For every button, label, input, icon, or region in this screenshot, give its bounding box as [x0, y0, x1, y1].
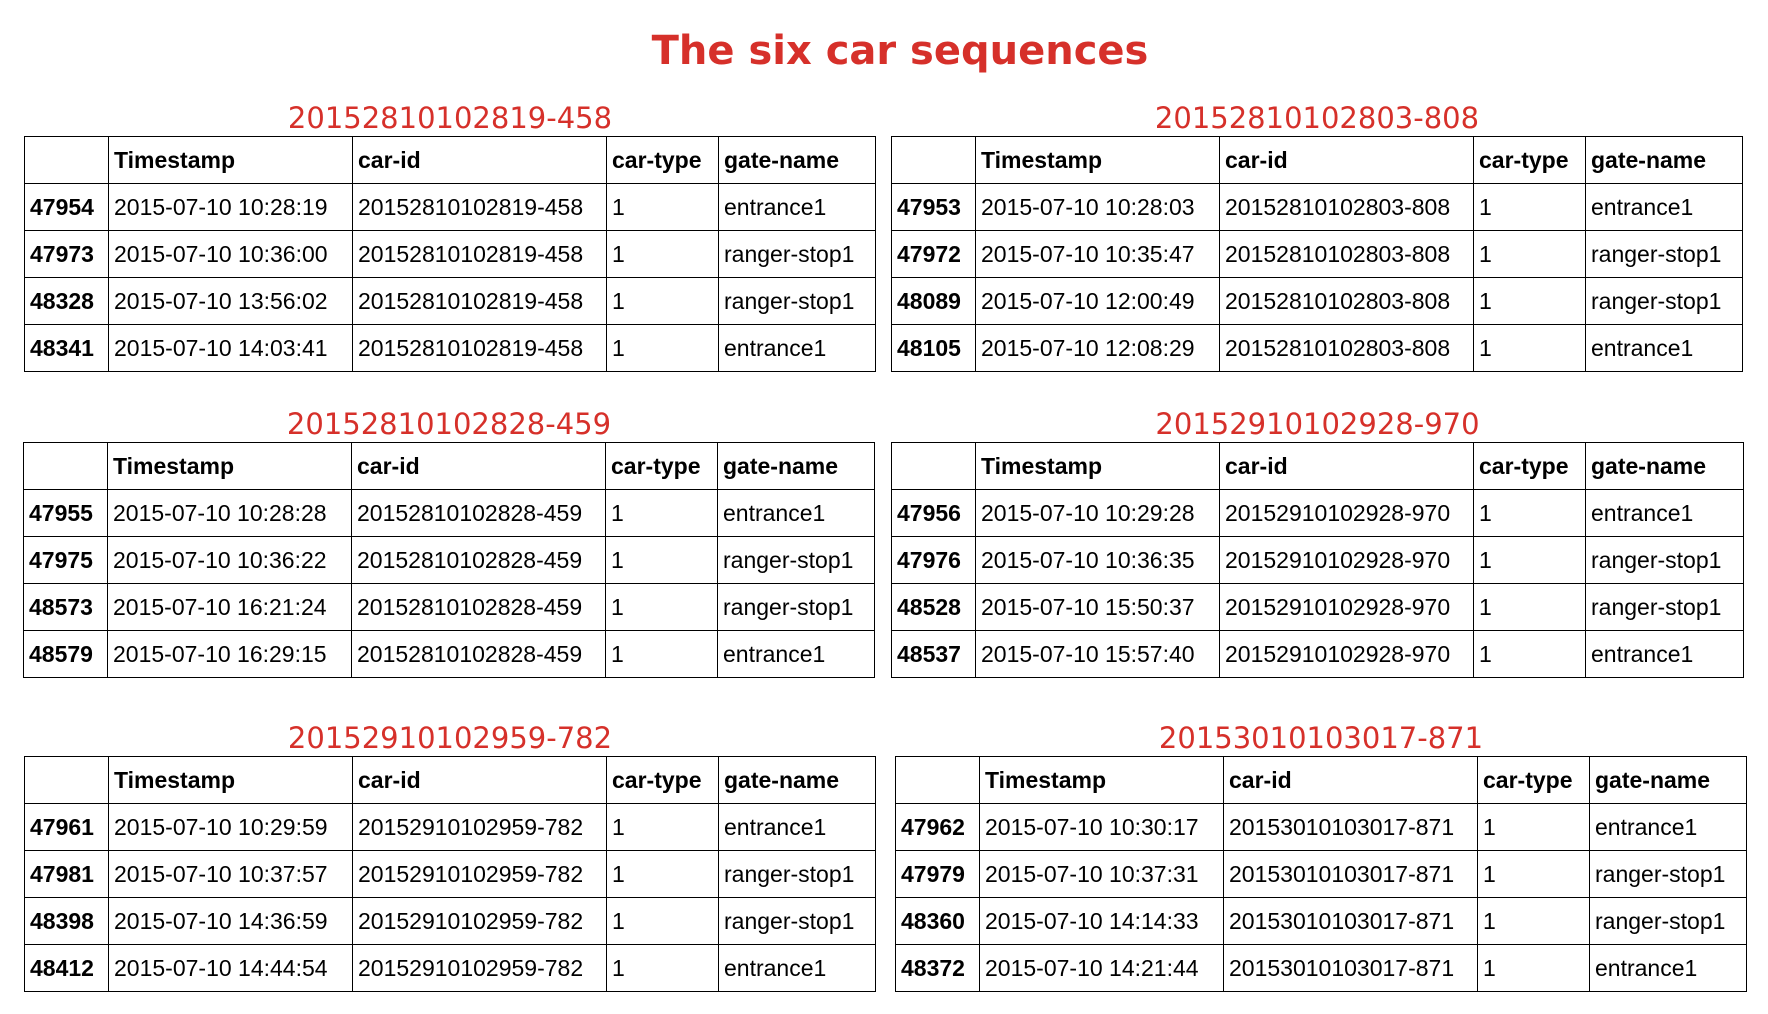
table-caption: 20152910102928-970 [1155, 407, 1480, 441]
table-cell: 2015-07-10 14:14:33 [980, 898, 1224, 945]
car-sequence-block [24, 720, 876, 992]
table-cell: entrance1 [1586, 184, 1743, 231]
car-sequence-block [891, 406, 1744, 678]
table-row [25, 851, 876, 898]
table-cell: 2015-07-10 10:37:57 [109, 851, 353, 898]
table-cell: 2015-07-10 10:29:28 [976, 490, 1220, 537]
table-cell: entrance1 [719, 804, 876, 851]
table-cell: entrance1 [718, 631, 875, 678]
table-cell: 1 [1474, 278, 1586, 325]
row-index-cell: 48341 [25, 325, 109, 372]
table-caption: 20152810102819-458 [287, 101, 613, 135]
row-index-cell: 48328 [25, 278, 109, 325]
table-header-row [892, 443, 1744, 490]
table-cell: 2015-07-10 12:00:49 [976, 278, 1220, 325]
table-cell: 1 [606, 584, 718, 631]
table-row [25, 325, 876, 372]
table-cell: 20152910102928-970 [1220, 490, 1474, 537]
column-header: Timestamp [980, 757, 1224, 804]
row-index-cell: 48579 [24, 631, 108, 678]
table-cell: 20153010103017-871 [1224, 804, 1478, 851]
column-header [892, 443, 976, 490]
table-cell: 20153010103017-871 [1224, 851, 1478, 898]
row-index-cell: 48398 [25, 898, 109, 945]
car-sequence-block [23, 406, 875, 678]
table-header-row [892, 137, 1743, 184]
table-cell: entrance1 [718, 490, 875, 537]
table-cell: 20152810102803-808 [1220, 184, 1474, 231]
row-index-cell: 48573 [24, 584, 108, 631]
page-title: The six car sequences [651, 28, 1149, 74]
table-cell: 20152810102828-459 [352, 537, 606, 584]
table-header-row [25, 137, 876, 184]
table-row [892, 584, 1744, 631]
column-header: car-id [1224, 757, 1478, 804]
row-index-cell: 48360 [896, 898, 980, 945]
table-cell: ranger-stop1 [1586, 537, 1744, 584]
column-header: car-type [607, 757, 719, 804]
table-cell: entrance1 [1590, 945, 1747, 992]
car-sequence-table [24, 756, 876, 992]
table-cell: 1 [606, 631, 718, 678]
column-header [25, 757, 109, 804]
table-cell: ranger-stop1 [1590, 851, 1747, 898]
row-index-cell: 47973 [25, 231, 109, 278]
table-cell: 2015-07-10 10:28:03 [976, 184, 1220, 231]
table-cell: 1 [1478, 898, 1590, 945]
table-row [896, 945, 1747, 992]
table-cell: 2015-07-10 16:21:24 [108, 584, 352, 631]
row-index-cell: 48089 [892, 278, 976, 325]
row-index-cell: 48528 [892, 584, 976, 631]
table-cell: 1 [1474, 490, 1586, 537]
column-header: car-id [353, 757, 607, 804]
table-cell: 20152810102819-458 [353, 184, 607, 231]
table-cell: 2015-07-10 14:21:44 [980, 945, 1224, 992]
table-cell: 1 [607, 851, 719, 898]
table-cell: 2015-07-10 10:28:19 [109, 184, 353, 231]
column-header: car-id [353, 137, 607, 184]
table-header-row [24, 443, 875, 490]
table-cell: ranger-stop1 [719, 851, 876, 898]
table-cell: 1 [607, 945, 719, 992]
table-cell: 1 [607, 804, 719, 851]
row-index-cell: 47981 [25, 851, 109, 898]
column-header: car-type [1474, 137, 1586, 184]
table-cell: entrance1 [719, 945, 876, 992]
table-cell: 20152910102928-970 [1220, 537, 1474, 584]
row-index-cell: 47979 [896, 851, 980, 898]
table-cell: 1 [1478, 851, 1590, 898]
row-index-cell: 47972 [892, 231, 976, 278]
table-cell: 20152910102959-782 [353, 945, 607, 992]
table-caption: 20152810102803-808 [1154, 101, 1480, 135]
table-cell: 20152810102819-458 [353, 278, 607, 325]
table-cell: 1 [1474, 537, 1586, 584]
table-cell: entrance1 [719, 184, 876, 231]
column-header: car-id [1220, 137, 1474, 184]
row-index-cell: 47955 [24, 490, 108, 537]
table-cell: 2015-07-10 10:36:00 [109, 231, 353, 278]
table-cell: 20152810102819-458 [353, 325, 607, 372]
table-cell: 20152810102828-459 [352, 490, 606, 537]
table-cell: 2015-07-10 15:50:37 [976, 584, 1220, 631]
row-index-cell: 48412 [25, 945, 109, 992]
table-cell: 1 [1474, 584, 1586, 631]
table-cell: ranger-stop1 [1586, 231, 1743, 278]
table-cell: ranger-stop1 [719, 231, 876, 278]
table-row [25, 945, 876, 992]
table-cell: ranger-stop1 [1586, 278, 1743, 325]
table-cell: ranger-stop1 [719, 898, 876, 945]
table-cell: 2015-07-10 13:56:02 [109, 278, 353, 325]
table-cell: 2015-07-10 12:08:29 [976, 325, 1220, 372]
table-cell: 1 [607, 231, 719, 278]
table-row [25, 184, 876, 231]
table-cell: 2015-07-10 10:36:35 [976, 537, 1220, 584]
car-sequence-table [23, 442, 875, 678]
car-sequence-table [891, 442, 1744, 678]
table-row [24, 490, 875, 537]
table-cell: 1 [607, 184, 719, 231]
column-header: car-type [1474, 443, 1586, 490]
column-header: Timestamp [109, 137, 353, 184]
row-index-cell: 48105 [892, 325, 976, 372]
column-header [25, 137, 109, 184]
table-cell: entrance1 [1586, 490, 1744, 537]
table-header-row [25, 757, 876, 804]
table-row [24, 537, 875, 584]
table-cell: 1 [1478, 804, 1590, 851]
table-caption: 20152910102959-782 [287, 721, 613, 755]
car-sequence-table [891, 136, 1743, 372]
table-row [892, 631, 1744, 678]
table-cell: 20153010103017-871 [1224, 898, 1478, 945]
row-index-cell: 47953 [892, 184, 976, 231]
column-header [892, 137, 976, 184]
table-cell: 1 [606, 490, 718, 537]
table-row [892, 325, 1743, 372]
table-cell: 1 [1474, 631, 1586, 678]
table-row [892, 184, 1743, 231]
column-header: gate-name [718, 443, 875, 490]
table-cell: 2015-07-10 14:44:54 [109, 945, 353, 992]
table-cell: entrance1 [1590, 804, 1747, 851]
table-row [25, 898, 876, 945]
row-index-cell: 47975 [24, 537, 108, 584]
row-index-cell: 47962 [896, 804, 980, 851]
row-index-cell: 47961 [25, 804, 109, 851]
row-index-cell: 48537 [892, 631, 976, 678]
table-cell: 2015-07-10 14:36:59 [109, 898, 353, 945]
table-cell: ranger-stop1 [1590, 898, 1747, 945]
column-header: gate-name [719, 757, 876, 804]
car-sequence-block [891, 100, 1743, 372]
car-sequence-block [24, 100, 876, 372]
table-cell: 2015-07-10 14:03:41 [109, 325, 353, 372]
table-cell: 1 [607, 325, 719, 372]
column-header: gate-name [1586, 443, 1744, 490]
table-cell: 2015-07-10 15:57:40 [976, 631, 1220, 678]
column-header: gate-name [719, 137, 876, 184]
table-cell: 20152910102959-782 [353, 898, 607, 945]
table-row [892, 278, 1743, 325]
table-cell: 1 [1478, 945, 1590, 992]
column-header: Timestamp [976, 443, 1220, 490]
column-header: Timestamp [109, 757, 353, 804]
column-header: gate-name [1586, 137, 1743, 184]
table-cell: 20152910102928-970 [1220, 584, 1474, 631]
column-header: car-id [352, 443, 606, 490]
row-index-cell: 47976 [892, 537, 976, 584]
table-cell: 1 [606, 537, 718, 584]
table-cell: 20152910102959-782 [353, 804, 607, 851]
table-row [24, 631, 875, 678]
table-cell: 2015-07-10 10:29:59 [109, 804, 353, 851]
table-cell: 20152810102803-808 [1220, 325, 1474, 372]
table-cell: 20152910102959-782 [353, 851, 607, 898]
table-cell: 1 [1474, 184, 1586, 231]
table-cell: entrance1 [719, 325, 876, 372]
table-cell: ranger-stop1 [718, 537, 875, 584]
table-cell: 20152810102803-808 [1220, 278, 1474, 325]
column-header: Timestamp [108, 443, 352, 490]
table-row [892, 490, 1744, 537]
column-header: Timestamp [976, 137, 1220, 184]
table-cell: 1 [607, 898, 719, 945]
column-header [24, 443, 108, 490]
table-caption: 20153010103017-871 [1158, 721, 1484, 755]
table-cell: ranger-stop1 [718, 584, 875, 631]
table-cell: 2015-07-10 10:36:22 [108, 537, 352, 584]
table-row [25, 231, 876, 278]
car-sequence-table [895, 756, 1747, 992]
column-header: car-id [1220, 443, 1474, 490]
column-header: car-type [607, 137, 719, 184]
car-sequence-table [24, 136, 876, 372]
table-row [25, 804, 876, 851]
table-cell: entrance1 [1586, 325, 1743, 372]
table-cell: 20152810102803-808 [1220, 231, 1474, 278]
table-cell: 1 [1474, 325, 1586, 372]
table-cell: 20152810102819-458 [353, 231, 607, 278]
table-row [892, 231, 1743, 278]
table-header-row [896, 757, 1747, 804]
table-cell: 1 [1474, 231, 1586, 278]
table-cell: entrance1 [1586, 631, 1744, 678]
table-cell: 20153010103017-871 [1224, 945, 1478, 992]
table-row [24, 584, 875, 631]
table-row [25, 278, 876, 325]
table-cell: 20152810102828-459 [352, 631, 606, 678]
column-header: gate-name [1590, 757, 1747, 804]
table-row [896, 898, 1747, 945]
table-cell: 20152810102828-459 [352, 584, 606, 631]
row-index-cell: 47954 [25, 184, 109, 231]
table-cell: ranger-stop1 [719, 278, 876, 325]
table-cell: 1 [607, 278, 719, 325]
column-header [896, 757, 980, 804]
car-sequence-block [895, 720, 1747, 992]
table-row [896, 804, 1747, 851]
row-index-cell: 48372 [896, 945, 980, 992]
column-header: car-type [606, 443, 718, 490]
row-index-cell: 47956 [892, 490, 976, 537]
table-row [892, 537, 1744, 584]
table-cell: 2015-07-10 10:28:28 [108, 490, 352, 537]
table-cell: ranger-stop1 [1586, 584, 1744, 631]
table-cell: 20152910102928-970 [1220, 631, 1474, 678]
table-cell: 2015-07-10 10:35:47 [976, 231, 1220, 278]
table-cell: 2015-07-10 16:29:15 [108, 631, 352, 678]
table-cell: 2015-07-10 10:30:17 [980, 804, 1224, 851]
column-header: car-type [1478, 757, 1590, 804]
table-caption: 20152810102828-459 [286, 407, 612, 441]
table-cell: 2015-07-10 10:37:31 [980, 851, 1224, 898]
table-row [896, 851, 1747, 898]
